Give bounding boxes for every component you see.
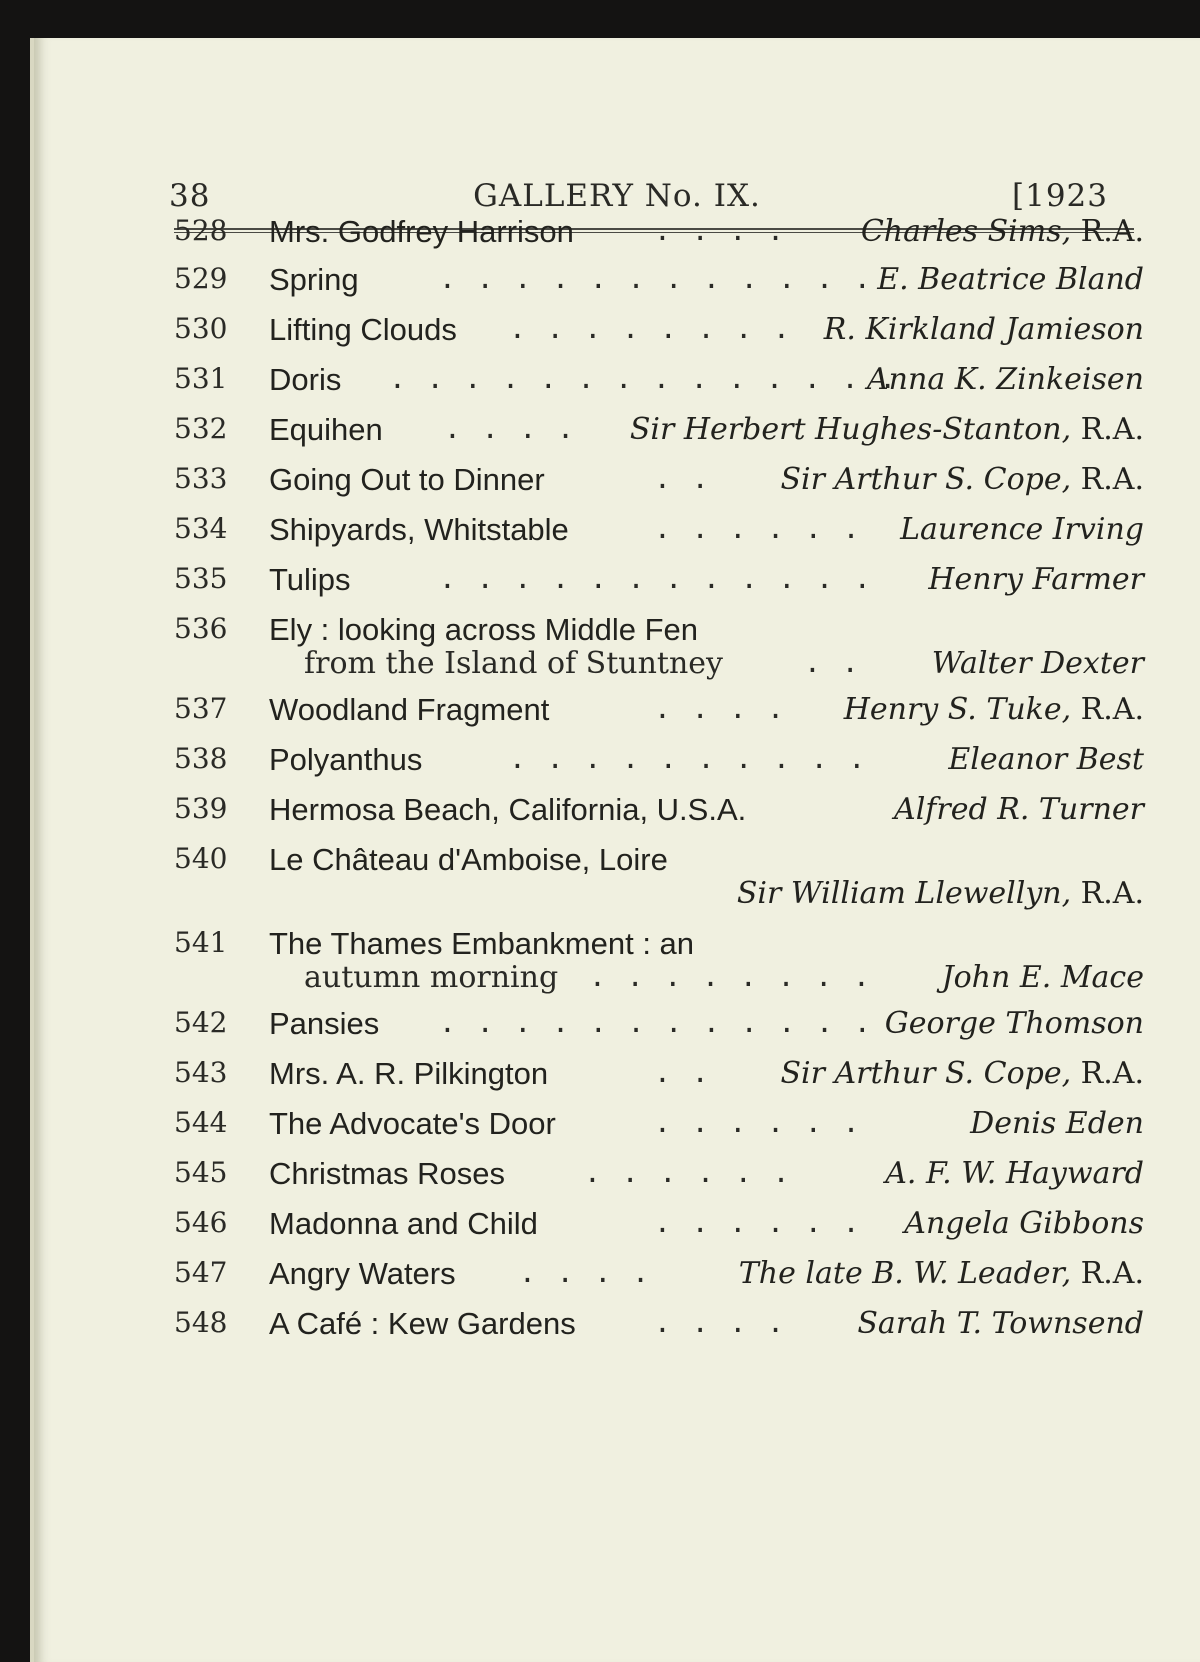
exhibit-number: 539: [174, 792, 228, 825]
artist-name: [900, 512, 1144, 547]
exhibit-title: Tulips: [269, 562, 351, 597]
leader-dots: . .: [654, 1056, 711, 1089]
leader-dots: . . . . . . . . . . . . . .: [389, 362, 899, 395]
leader-dots: . .: [804, 646, 861, 679]
exhibit-title: Mrs. Godfrey Harrison: [269, 214, 574, 249]
exhibit-title: Hermosa Beach, California, U.S.A.: [269, 792, 747, 827]
exhibit-number: 545: [174, 1156, 228, 1189]
leader-dots: . . . . . . . .: [589, 960, 872, 993]
exhibit-number: 540: [174, 842, 228, 875]
artist-name: [942, 960, 1144, 995]
artist-name-text: George Thomson: [884, 1006, 1144, 1041]
artist-name-text: Sir Arthur S. Cope,: [780, 1056, 1072, 1091]
exhibit-title: Spring: [269, 262, 359, 297]
year: [1923: [1012, 178, 1108, 214]
artist-name: [877, 262, 1144, 297]
artist-name: [844, 692, 1144, 727]
gallery-title: GALLERY No. IX.: [473, 178, 761, 214]
exhibit-title: The Thames Embankment : an: [269, 926, 695, 961]
artist-name-text: Angela Gibbons: [904, 1206, 1144, 1241]
artist-name: [739, 1256, 1144, 1291]
artist-name-text: A. F. W. Hayward: [885, 1156, 1144, 1191]
artist-name-text: Laurence Irving: [900, 512, 1144, 547]
catalogue-page: [34, 38, 1200, 1662]
leader-dots: . . . .: [444, 412, 577, 445]
artist-name: [928, 562, 1144, 597]
leader-dots: . . . . . .: [654, 512, 862, 545]
exhibit-number: 535: [174, 562, 228, 595]
exhibit-number: 548: [174, 1306, 228, 1339]
leader-dots: . . . . . . . . . .: [509, 742, 868, 775]
leader-dots: . . . .: [519, 1256, 652, 1289]
exhibit-title: Pansies: [269, 1006, 380, 1041]
artist-name-text: Alfred R. Turner: [894, 792, 1144, 827]
exhibit-number: 532: [174, 412, 228, 445]
leader-dots: . . . . . .: [584, 1156, 792, 1189]
artist-name: [885, 1006, 1144, 1041]
artist-name: [861, 214, 1144, 249]
exhibit-title: Le Château d'Amboise, Loire: [269, 842, 668, 877]
artist-name-text: Walter Dexter: [931, 646, 1144, 681]
artist-name-text: Henry Farmer: [928, 562, 1144, 597]
artist-name-text: Charles Sims,: [860, 214, 1072, 249]
leader-dots: . . . .: [654, 1306, 787, 1339]
exhibit-row: [34, 838, 1200, 911]
exhibit-number: 533: [174, 462, 228, 495]
exhibit-title-continued: autumn morning: [304, 960, 559, 995]
artist-name-text: Eleanor Best: [948, 742, 1144, 777]
leader-dots: . . . . . . . .: [509, 312, 792, 345]
page-number: 38: [169, 178, 211, 214]
artist-name: [737, 876, 1144, 911]
exhibit-title: Mrs. A. R. Pilkington: [269, 1056, 549, 1091]
artist-honours: R.A.: [1071, 214, 1144, 249]
artist-name: [867, 362, 1144, 397]
exhibit-title: Doris: [269, 362, 342, 397]
artist-name-text: Sir Arthur S. Cope,: [780, 462, 1072, 497]
exhibit-title: Ely : looking across Middle Fen: [269, 612, 699, 647]
exhibit-title: A Café : Kew Gardens: [269, 1306, 576, 1341]
exhibit-title: Equihen: [269, 412, 383, 447]
artist-name: [630, 412, 1144, 447]
leader-dots: . . . .: [654, 214, 787, 247]
artist-name-text: Anna K. Zinkeisen: [867, 362, 1144, 397]
artist-honours: R.A.: [1071, 1256, 1144, 1291]
artist-name-text: Sir Herbert Hughes-Stanton,: [629, 412, 1072, 447]
exhibit-number: 536: [174, 612, 228, 645]
exhibit-number: 546: [174, 1206, 228, 1239]
artist-name: [932, 646, 1144, 681]
exhibit-number: 543: [174, 1056, 228, 1089]
exhibit-title: The Advocate's Door: [269, 1106, 556, 1141]
exhibit-row: [34, 922, 1200, 995]
exhibit-number: 544: [174, 1106, 228, 1139]
exhibit-row: [34, 1302, 1200, 1362]
artist-name: [885, 1156, 1144, 1191]
exhibit-title: Polyanthus: [269, 742, 423, 777]
exhibit-row: [34, 608, 1200, 681]
artist-name: [948, 742, 1144, 777]
exhibit-title: Angry Waters: [269, 1256, 456, 1291]
artist-name-text: Sarah T. Townsend: [857, 1306, 1144, 1341]
artist-name: [894, 792, 1144, 827]
leader-dots: . . . . . . . . . . . .: [439, 562, 873, 595]
artist-honours: R.A.: [1071, 876, 1144, 911]
artist-name-text: Sir William Llewellyn,: [736, 876, 1072, 911]
artist-name-text: R. Kirkland Jamieson: [823, 312, 1144, 347]
artist-name: [780, 1056, 1144, 1091]
exhibit-number: 541: [174, 926, 228, 959]
exhibit-title-continued: from the Island of Stuntney: [304, 646, 723, 681]
exhibit-number: 528: [174, 214, 228, 247]
artist-honours: R.A.: [1071, 1056, 1144, 1091]
exhibit-title: Shipyards, Whitstable: [269, 512, 569, 547]
exhibit-title: Christmas Roses: [269, 1156, 505, 1191]
exhibit-title: Lifting Clouds: [269, 312, 457, 347]
exhibit-title: Going Out to Dinner: [269, 462, 545, 497]
artist-name: [857, 1306, 1144, 1341]
leader-dots: . . . . . . . . . . . .: [439, 262, 873, 295]
artist-name: [824, 312, 1144, 347]
leader-dots: . .: [654, 462, 711, 495]
leader-dots: . . . .: [654, 692, 787, 725]
exhibit-title: Woodland Fragment: [269, 692, 550, 727]
artist-name: [970, 1106, 1144, 1141]
exhibit-number: 537: [174, 692, 228, 725]
exhibit-number: 529: [174, 262, 228, 295]
leader-dots: . . . . . .: [654, 1106, 862, 1139]
leader-dots: . . . . . .: [654, 1206, 862, 1239]
artist-name-text: The late B. W. Leader,: [738, 1256, 1072, 1291]
leader-dots: . . . . . . . . . . . .: [439, 1006, 873, 1039]
artist-name-text: Denis Eden: [970, 1106, 1144, 1141]
exhibit-number: 538: [174, 742, 228, 775]
exhibit-title: Madonna and Child: [269, 1206, 538, 1241]
exhibit-number: 530: [174, 312, 228, 345]
artist-name-text: E. Beatrice Bland: [877, 262, 1144, 297]
exhibit-number: 534: [174, 512, 228, 545]
artist-honours: R.A.: [1071, 462, 1144, 497]
artist-name-text: John E. Mace: [941, 960, 1144, 995]
exhibit-number: 531: [174, 362, 228, 395]
exhibit-number: 542: [174, 1006, 228, 1039]
artist-name-text: Henry S. Tuke,: [843, 692, 1072, 727]
artist-name: [904, 1206, 1144, 1241]
artist-name: [780, 462, 1144, 497]
exhibit-number: 547: [174, 1256, 228, 1289]
artist-honours: R.A.: [1071, 692, 1144, 727]
artist-honours: R.A.: [1071, 412, 1144, 447]
